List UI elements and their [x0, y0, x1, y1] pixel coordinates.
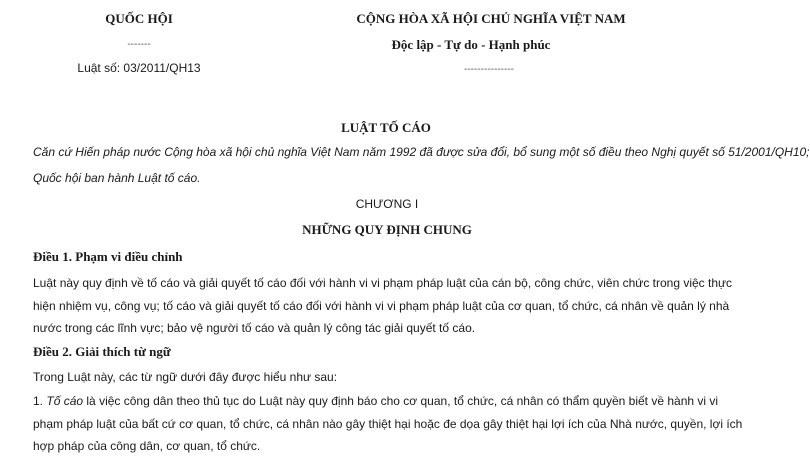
item-number: 1.	[33, 394, 44, 408]
article-2-item-1	[33, 390, 748, 458]
motto-separator: ---------------	[464, 64, 514, 75]
chapter-number: CHƯƠNG I	[355, 197, 419, 211]
law-number: Luật số: 03/2011/QH13	[77, 61, 201, 75]
article-2-intro: Trong Luật này, các từ ngữ dưới đây được hiểu như sau:	[33, 370, 338, 384]
article-1-heading: Điều 1. Phạm vi điều chỉnh	[33, 249, 183, 264]
chapter-title: NHỮNG QUY ĐỊNH CHUNG	[302, 222, 472, 237]
article-2-heading: Điều 2. Giải thích từ ngữ	[33, 344, 171, 359]
legal-basis: Căn cứ Hiến pháp nước Cộng hòa xã hội chủ nghĩa Việt Nam năm 1992 đã được sửa đổi, bổ sung một số điều theo Nghị quyết số 51/2001/QH10;	[33, 145, 810, 159]
issuer-name: QUỐC HỘI	[105, 11, 173, 26]
defined-term: Tố cáo	[46, 394, 84, 408]
issuer-separator: -------	[127, 39, 151, 50]
document-title: LUẬT TỐ CÁO	[341, 120, 431, 135]
country-name: CỘNG HÒA XÃ HỘI CHỦ NGHĨA VIỆT NAM	[356, 11, 626, 26]
enactment-statement: Quốc hội ban hành Luật tố cáo.	[33, 171, 201, 185]
item-definition: là việc công dân theo thủ tục do Luật này quy định báo cho cơ quan, tổ chức, cá nhân có thẩm quyền biết về hành vi vi phạm pháp luật của bất cứ cơ quan, tổ chức, cá nhân nào gây thiệt hại hoặc đe dọa gây thiệt hại lợi ích của Nhà nước, quyền, lợi ích hợp pháp của công dân, cơ quan, tổ chức.	[33, 394, 743, 453]
article-1-body: Luật này quy định về tố cáo và giải quyết tố cáo đối với hành vi vi phạm pháp luật của cán bộ, công chức, viên chức trong việc thực hiện nhiệm vụ, công vụ; tố cáo và giải quyết tố cáo đối với hành vi vi phạm pháp luật của cơ quan, tổ chức, cá nhân về quản lý nhà nước trong các lĩnh vực; bảo vệ người tố cáo và quản lý công tác giải quyết tố cáo.	[33, 276, 733, 335]
national-motto: Độc lập - Tự do - Hạnh phúc	[391, 37, 551, 52]
